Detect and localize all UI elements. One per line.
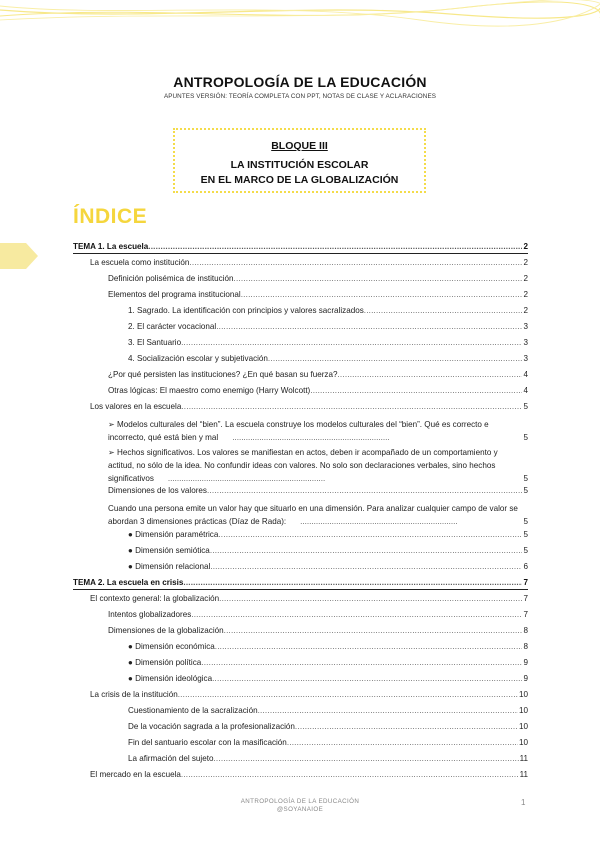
- toc-entry-label: TEMA 1. La escuela: [73, 242, 149, 251]
- toc-page-number: 4: [523, 386, 528, 395]
- toc-entry[interactable]: [128, 706, 528, 717]
- toc-page-number: 10: [518, 738, 528, 747]
- toc-leader-dots: ......................................................................: [167, 474, 326, 483]
- toc-page-number: 10: [518, 722, 528, 731]
- toc-entry[interactable]: [108, 486, 528, 497]
- toc-page-number: 5: [523, 433, 528, 442]
- toc-entry[interactable]: [128, 738, 528, 749]
- toc-chapter[interactable]: [73, 242, 528, 254]
- toc-leader-dots: [210, 546, 523, 557]
- toc-entry[interactable]: [128, 530, 528, 541]
- toc-entry-label: La escuela como institución: [90, 258, 190, 267]
- toc-chapter[interactable]: [73, 578, 528, 590]
- toc-entry-label: ● Dimensión política: [128, 658, 202, 667]
- toc-leader-dots: [295, 722, 518, 733]
- toc-leader-dots: [183, 578, 522, 589]
- toc-entry[interactable]: [108, 626, 528, 637]
- toc-entry[interactable]: [90, 402, 528, 413]
- toc-entry-label: ● Dimensión ideológica: [128, 674, 213, 683]
- toc-entry-label: 2. El carácter vocacional: [128, 322, 217, 331]
- toc-page-number: 8: [523, 626, 528, 635]
- toc-leader-dots: [218, 530, 522, 541]
- toc-entry[interactable]: [128, 562, 528, 573]
- toc-entry[interactable]: [108, 418, 528, 444]
- toc-entry[interactable]: [128, 306, 528, 317]
- toc-entry[interactable]: [90, 258, 528, 269]
- toc-entry[interactable]: [108, 610, 528, 621]
- toc-page-number: 11: [519, 754, 528, 763]
- toc-entry[interactable]: [108, 274, 528, 285]
- toc-entry-label: Cuestionamiento de la sacralización: [128, 706, 258, 715]
- toc-page-number: 2: [523, 290, 528, 299]
- toc-leader-dots: [215, 642, 523, 653]
- toc-page-number: 7: [523, 578, 528, 587]
- toc-entry-label: El contexto general: la globalización: [90, 594, 220, 603]
- toc-entry[interactable]: [128, 546, 528, 557]
- bloque-title-line2: EN EL MARCO DE LA GLOBALIZACIÓN: [200, 174, 399, 186]
- toc-leader-dots: ......................................................................: [300, 517, 458, 526]
- toc-page-number: 5: [523, 486, 528, 495]
- toc-entry-label: ● Dimensión paramétrica: [128, 530, 219, 539]
- toc-entry-label: ➢ Modelos culturales del “bien”. La escuela construye los modelos culturales del “bien”. Qué es correcto e incorrecto, qué está bien y mal: [108, 420, 489, 442]
- document-header: [0, 74, 600, 100]
- toc-entry[interactable]: [128, 722, 528, 733]
- toc-entry-label: 1. Sagrado. La identificación con principios y valores sacralizados: [128, 306, 364, 315]
- toc-entry-label: Otras lógicas: El maestro como enemigo (Harry Wolcott): [108, 386, 311, 395]
- toc-entry[interactable]: [108, 446, 528, 485]
- toc-entry-label: ● Dimensión económica: [128, 642, 215, 651]
- toc-page-number: 9: [523, 658, 528, 667]
- toc-page-number: 5: [523, 530, 528, 539]
- toc-entry[interactable]: [108, 502, 528, 528]
- toc-entry-label: ● Dimensión relacional: [128, 562, 211, 571]
- toc-leader-dots: [212, 674, 522, 685]
- toc-page-number: 2: [523, 306, 528, 315]
- toc-leader-dots: [181, 338, 522, 349]
- toc-page-number: 11: [519, 770, 528, 779]
- toc-entry-label: Los valores en la escuela: [90, 402, 182, 411]
- toc-page-number: 5: [523, 474, 528, 483]
- toc-page-number: 3: [523, 322, 528, 331]
- toc-leader-dots: [148, 242, 522, 253]
- toc-entry-label: La crisis de la institución: [90, 690, 178, 699]
- toc-page-number: 3: [523, 354, 528, 363]
- toc-entry-label: Elementos del programa institucional: [108, 290, 241, 299]
- toc-page-number: 3: [523, 338, 528, 347]
- index-heading: ÍNDICE: [73, 205, 148, 228]
- toc-leader-dots: ......................................................................: [232, 433, 390, 442]
- toc-entry-label: El mercado en la escuela: [90, 770, 181, 779]
- toc-entry-label: 4. Socialización escolar y subjetivación: [128, 354, 268, 363]
- toc-entry[interactable]: [90, 594, 528, 605]
- toc-entry[interactable]: [128, 354, 528, 365]
- toc-entry-label: TEMA 2. La escuela en crisis: [73, 578, 184, 587]
- toc-page-number: 7: [523, 610, 528, 619]
- document-subtitle: APUNTES VERSIÓN: TEORÍA COMPLETA CON PPT, NOTAS DE CLASE Y ACLARACIONES: [163, 93, 437, 100]
- toc-page-number: 5: [523, 517, 528, 526]
- toc-entry-label: Dimensiones de la globalización: [108, 626, 224, 635]
- toc-page-number: 10: [518, 706, 528, 715]
- toc-leader-dots: [224, 626, 523, 637]
- document-title: ANTROPOLOGÍA DE LA EDUCACIÓN: [173, 74, 427, 90]
- toc-page-number: 10: [518, 690, 528, 699]
- toc-leader-dots: [216, 322, 522, 333]
- toc-leader-dots: [337, 370, 522, 381]
- toc-entry[interactable]: [128, 322, 528, 333]
- toc-leader-dots: [234, 274, 523, 285]
- toc-entry-label: Intentos globalizadores: [108, 610, 192, 619]
- toc-page-number: 2: [523, 274, 528, 283]
- bloque-title-line1: LA INSTITUCIÓN ESCOLAR: [230, 159, 369, 171]
- toc-leader-dots: [191, 610, 522, 621]
- toc-entry-label: Definición polisémica de institución: [108, 274, 234, 283]
- toc-page-number: 9: [523, 674, 528, 683]
- toc-leader-dots: [287, 738, 518, 749]
- toc-entry-label: La afirmación del sujeto: [128, 754, 214, 763]
- toc-entry-label: Dimensiones de los valores: [108, 486, 207, 495]
- toc-leader-dots: [181, 402, 522, 413]
- footer-title: ANTROPOLOGÍA DE LA EDUCACIÓN: [240, 798, 360, 805]
- toc-leader-dots: [310, 386, 522, 397]
- toc-entry[interactable]: [108, 370, 528, 381]
- toc-entry[interactable]: [128, 642, 528, 653]
- toc-leader-dots: [210, 562, 522, 573]
- toc-leader-dots: [189, 258, 522, 269]
- bloque-title: [175, 158, 424, 188]
- toc-leader-dots: [201, 658, 522, 669]
- toc-page-number: 6: [523, 562, 528, 571]
- page-number: 1: [521, 798, 526, 807]
- toc-entry-label: De la vocación sagrada a la profesionalización: [128, 722, 295, 731]
- toc-page-number: 5: [523, 402, 528, 411]
- toc-entry-label: ➢ Hechos significativos. Los valores se manifiestan en actos, deben ir acompañado de un comportamiento y actitud, no sólo de la idea. No confundir ideas con valores. No solo son declaraciones verbales, sino hechos significativos: [108, 448, 498, 483]
- decorative-waves: [0, 0, 600, 40]
- toc-leader-dots: [207, 486, 523, 497]
- toc-entry-label: Fin del santuario escolar con la masificación: [128, 738, 287, 747]
- toc-leader-dots: [219, 594, 522, 605]
- toc-leader-dots: [241, 290, 523, 301]
- toc-entry[interactable]: [128, 338, 528, 349]
- bloque-box: [173, 128, 426, 193]
- toc-page-number: 2: [523, 242, 528, 251]
- toc-entry[interactable]: [128, 674, 528, 685]
- toc-page-number: 7: [523, 594, 528, 603]
- toc-entry[interactable]: [90, 690, 528, 701]
- toc-entry-label: ¿Por qué persisten las instituciones? ¿En qué basan su fuerza?: [108, 370, 338, 379]
- toc-leader-dots: [213, 754, 518, 765]
- toc-page-number: 5: [523, 546, 528, 555]
- toc-entry[interactable]: [108, 386, 528, 397]
- toc-leader-dots: [258, 706, 518, 717]
- toc-entry[interactable]: [128, 658, 528, 669]
- toc-leader-dots: [178, 690, 518, 701]
- side-tab-marker: [0, 243, 38, 269]
- toc-entry[interactable]: [108, 290, 528, 301]
- toc-page-number: 2: [523, 258, 528, 267]
- toc-leader-dots: [364, 306, 523, 317]
- toc-entry[interactable]: [128, 754, 528, 765]
- toc-entry[interactable]: [90, 770, 528, 781]
- bloque-label: BLOQUE III: [271, 140, 328, 152]
- toc-leader-dots: [181, 770, 519, 781]
- toc-page-number: 4: [523, 370, 528, 379]
- toc-entry-label: ● Dimensión semiótica: [128, 546, 210, 555]
- toc-leader-dots: [268, 354, 523, 365]
- toc-entry-label: Cuando una persona emite un valor hay que situarlo en una dimensión. Para analizar cualquier campo de valor se abordan 3 dimensiones prácticas (Díaz de Rada):: [108, 504, 518, 526]
- footer-handle: @SOYANAIOE: [276, 806, 324, 813]
- toc-entry-label: 3. El Santuario: [128, 338, 182, 347]
- toc-page-number: 8: [523, 642, 528, 651]
